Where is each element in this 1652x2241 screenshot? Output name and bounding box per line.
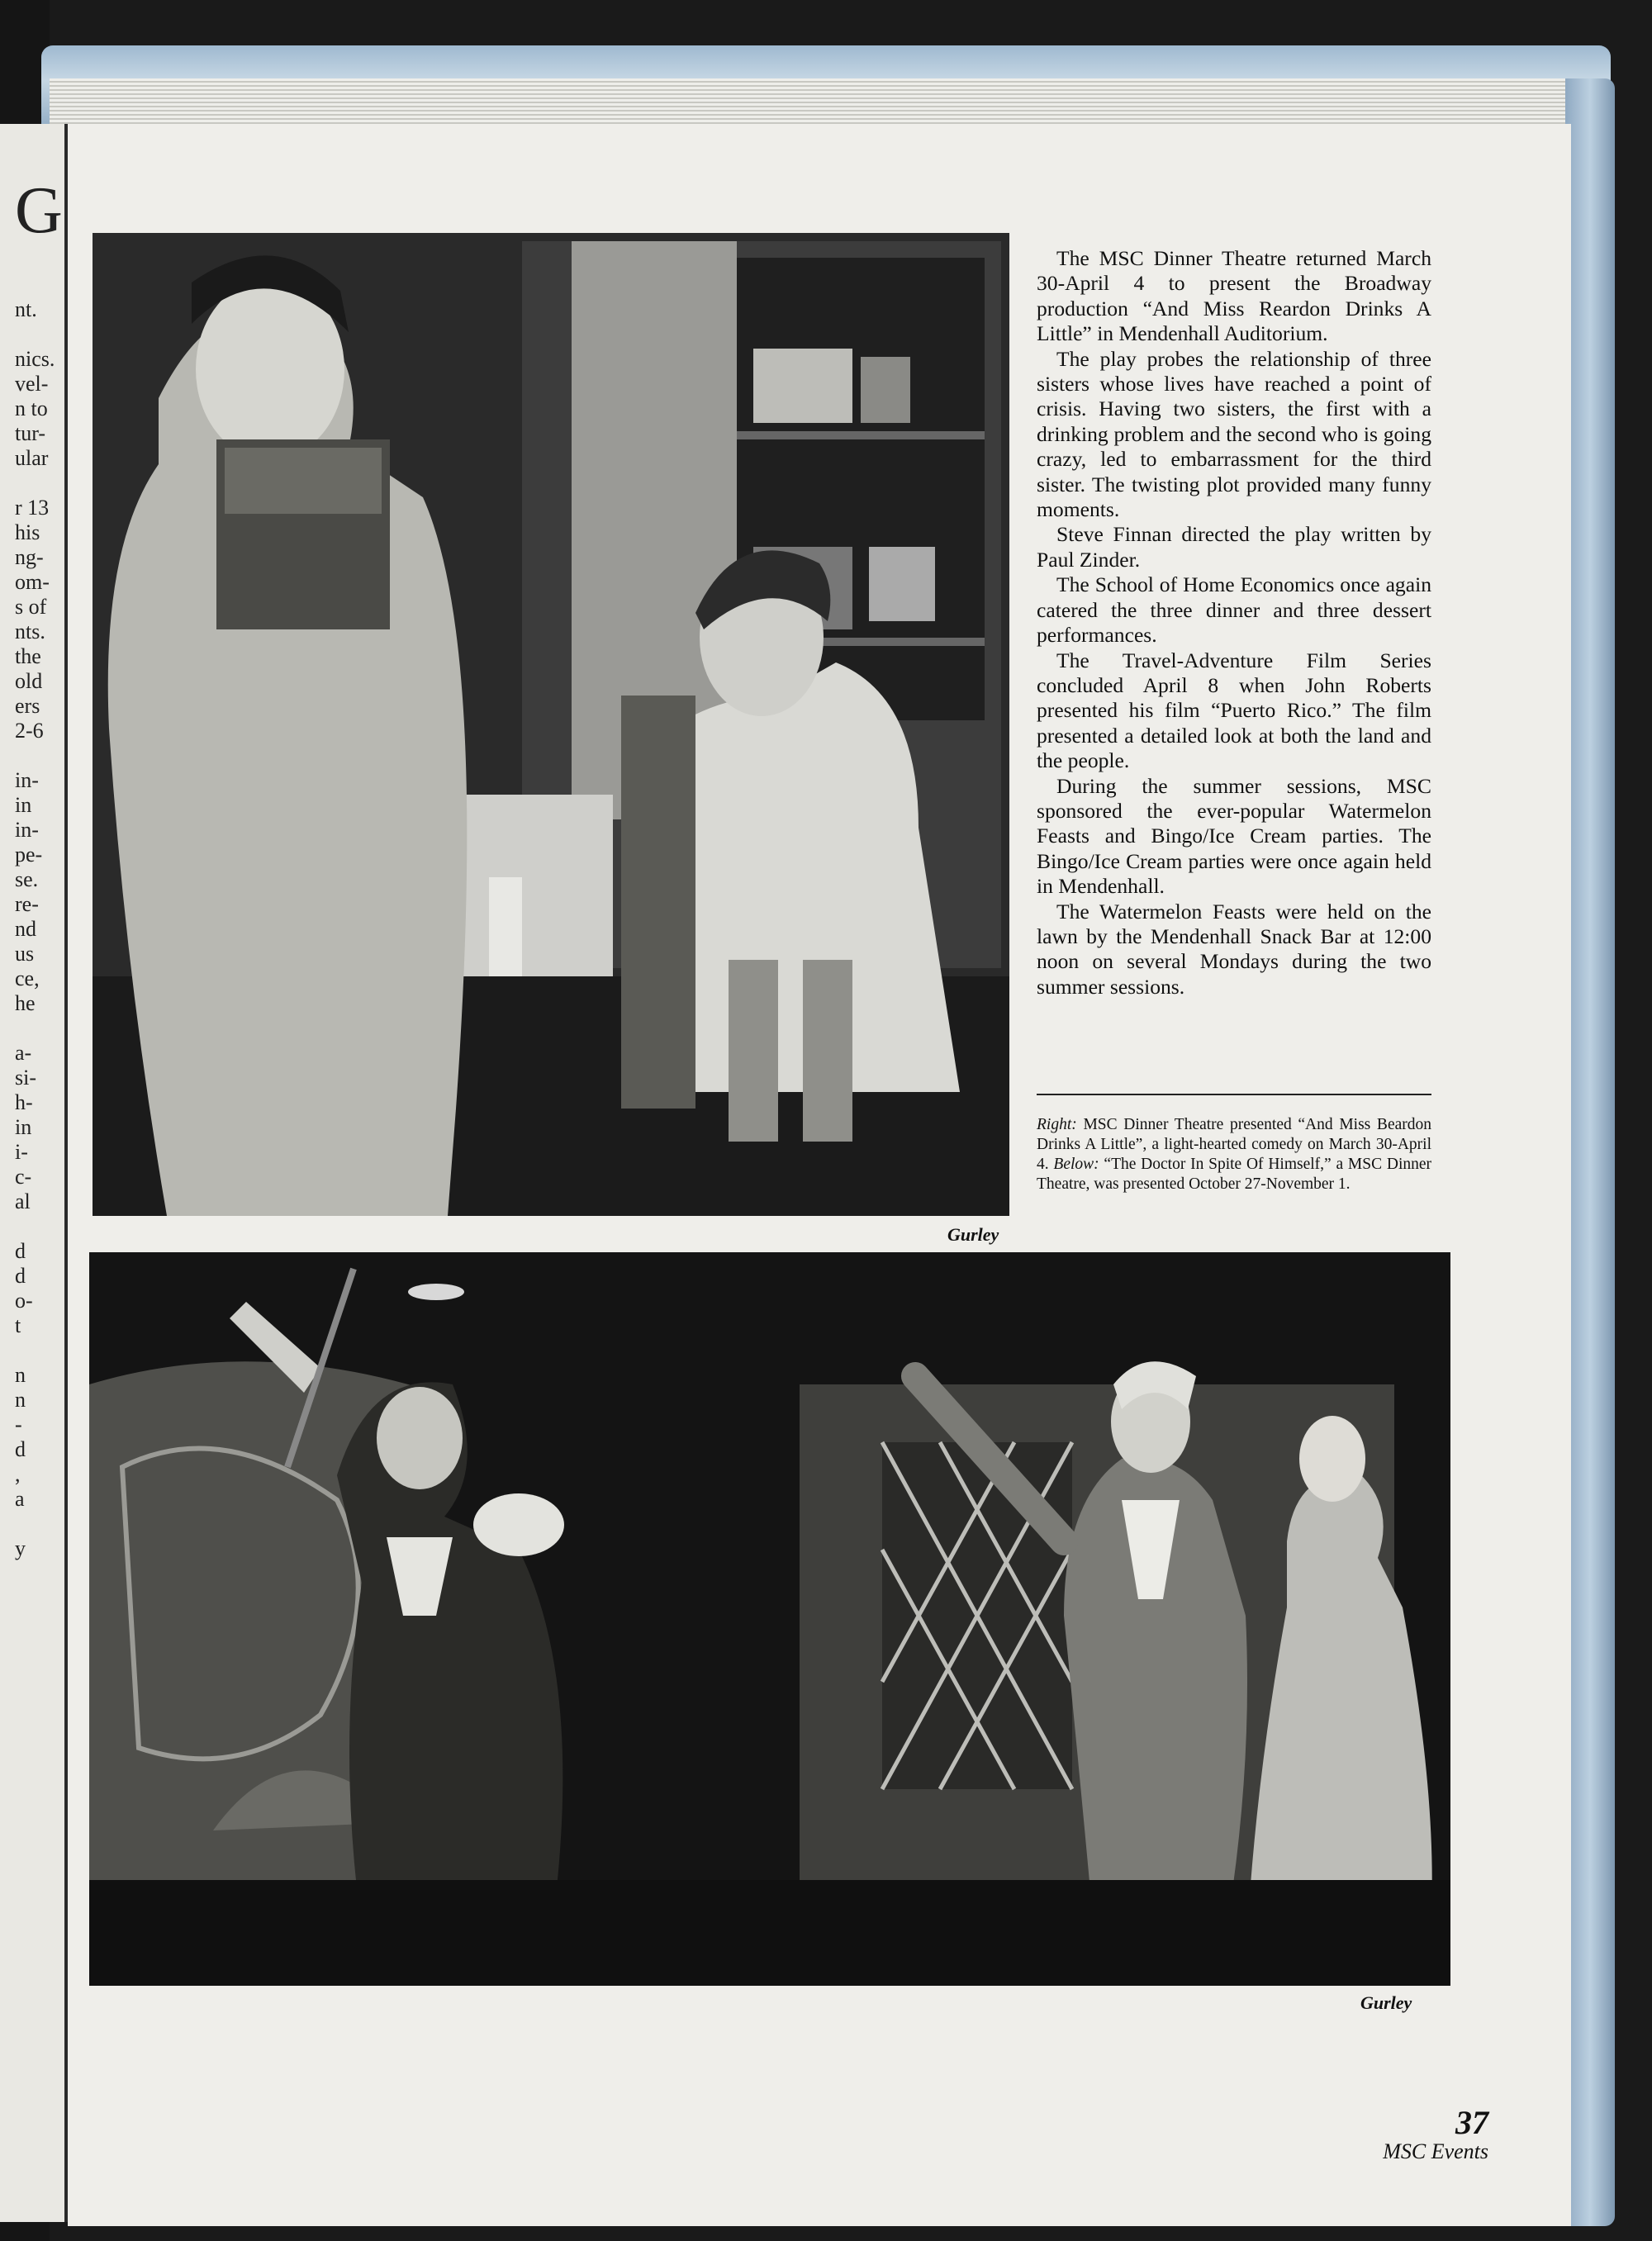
left-page-line: the: [15, 644, 41, 668]
left-page-line: y: [15, 1536, 26, 1560]
stage-photo-period-costume-actors-icon: [89, 1252, 1450, 1986]
left-page-line: -: [15, 1412, 22, 1436]
left-page-line: ular: [15, 446, 49, 470]
left-page-line: [15, 1214, 68, 1239]
left-page-line: us: [15, 942, 35, 966]
left-page-line: in: [15, 793, 32, 817]
stage-photo-two-women-icon: [93, 233, 1009, 1216]
left-page-line: n: [15, 1363, 26, 1387]
left-page-lines: [15, 297, 68, 1561]
left-page-line: al: [15, 1189, 31, 1213]
article-paragraph: During the summer sessions, MSC sponsored the ever-popular Watermelon Feasts and Bingo/Ice Cream parties. The Bingo/Ice Cream parties were once again held in Mendenhall.: [1037, 773, 1431, 899]
left-page-line: ce,: [15, 966, 40, 990]
left-page-text: [15, 124, 68, 1561]
left-page-line: a: [15, 1487, 25, 1511]
page-number: 37: [1455, 2104, 1488, 2141]
left-page-line: he: [15, 991, 36, 1015]
left-page-line: nics.: [15, 347, 55, 371]
page-edges: [50, 78, 1569, 128]
left-page-line: a-: [15, 1041, 32, 1065]
caption-below-label: Below:: [1053, 1156, 1099, 1173]
left-page-line: r 13: [15, 496, 50, 520]
left-page-line: d: [15, 1264, 26, 1288]
left-page-line: h-: [15, 1090, 33, 1114]
left-page-line: [15, 322, 68, 347]
left-page-line: [15, 1338, 68, 1363]
caption-right-label: Right:: [1037, 1116, 1077, 1133]
left-page-line: t: [15, 1313, 21, 1337]
caption-divider: [1037, 1094, 1431, 1095]
yearbook-page: [68, 124, 1571, 2226]
article-paragraph: The Watermelon Feasts were held on the lawn by the Mendenhall Snack Bar at 12:00 noon on several Mondays during the two summer sessions.: [1037, 899, 1431, 999]
left-page-line: [15, 1016, 68, 1041]
left-page-line: pe-: [15, 843, 43, 866]
left-page-line: [15, 1512, 68, 1536]
book-cover-right: [1565, 78, 1615, 2226]
left-page-line: nd: [15, 917, 36, 941]
left-page-line: his: [15, 520, 40, 544]
top-photo-credit: Gurley: [947, 1224, 999, 1245]
left-page-line: in: [15, 1115, 32, 1139]
left-page-line: ers: [15, 694, 40, 718]
left-page-line: in-: [15, 768, 39, 792]
left-page-line: d: [15, 1437, 26, 1461]
left-page-line: si-: [15, 1066, 36, 1090]
left-page-line: s of: [15, 595, 47, 619]
left-page-line: re-: [15, 892, 39, 916]
left-page-line: in-: [15, 818, 39, 842]
left-page-line: o-: [15, 1289, 33, 1313]
left-page-line: [15, 471, 68, 496]
article-paragraph: The School of Home Economics once again catered the three dinner and three dessert performances.: [1037, 572, 1431, 648]
left-heading-fragment: G: [15, 174, 63, 247]
top-stage-photo: [93, 233, 1009, 1216]
caption-right-text: MSC Dinner Theatre presented “And Miss Beardon Drinks A Little”, a light-hearted comedy on March 30-April 4.: [1037, 1116, 1431, 1173]
left-page-line: ,: [15, 1462, 21, 1486]
section-name: MSC Events: [1383, 2139, 1488, 2163]
article-paragraph: The play probes the relationship of three sisters whose lives have reached a point of crisis. Having two sisters, the first with a drinking problem and the second who is going crazy, led to embarrassment for the third sister. The twisting plot provided many funny moments.: [1037, 346, 1431, 522]
left-page-line: n: [15, 1388, 26, 1412]
caption-below-text: “The Doctor In Spite Of Himself,” a MSC Dinner Theatre, was presented October 27-November 1.: [1037, 1156, 1432, 1193]
left-page-line: tur-: [15, 421, 46, 445]
bottom-photo-credit: Gurley: [1360, 1992, 1412, 2013]
left-page-line: [15, 743, 68, 768]
left-page-line: se.: [15, 867, 39, 891]
left-page-line: nt.: [15, 297, 37, 321]
article-paragraph: The Travel-Adventure Film Series concluded April 8 when John Roberts presented his film “Puerto Rico.” The film presented a detailed look at both the land and the people.: [1037, 648, 1431, 773]
left-page-edge: [0, 124, 68, 2222]
article-paragraph: Steve Finnan directed the play written by Paul Zinder.: [1037, 522, 1431, 572]
article-body: [1037, 246, 1431, 999]
article-paragraph: The MSC Dinner Theatre returned March 30-April 4 to present the Broadway production “And Miss Reardon Drinks A Little” in Mendenhall Auditorium.: [1037, 246, 1431, 346]
left-page-line: vel-: [15, 372, 49, 396]
left-page-line: 2-6: [15, 719, 44, 743]
left-page-line: old: [15, 669, 43, 693]
page-folio: [1383, 2106, 1488, 2164]
left-page-line: c-: [15, 1165, 32, 1189]
left-page-line: ng-: [15, 545, 44, 569]
left-page-line: i-: [15, 1140, 28, 1164]
left-page-line: om-: [15, 570, 50, 594]
left-page-line: nts.: [15, 620, 45, 643]
photo-caption: [1037, 1115, 1431, 1194]
left-page-line: d: [15, 1239, 26, 1263]
bottom-stage-photo: [89, 1252, 1450, 1986]
left-page-line: n to: [15, 396, 48, 420]
